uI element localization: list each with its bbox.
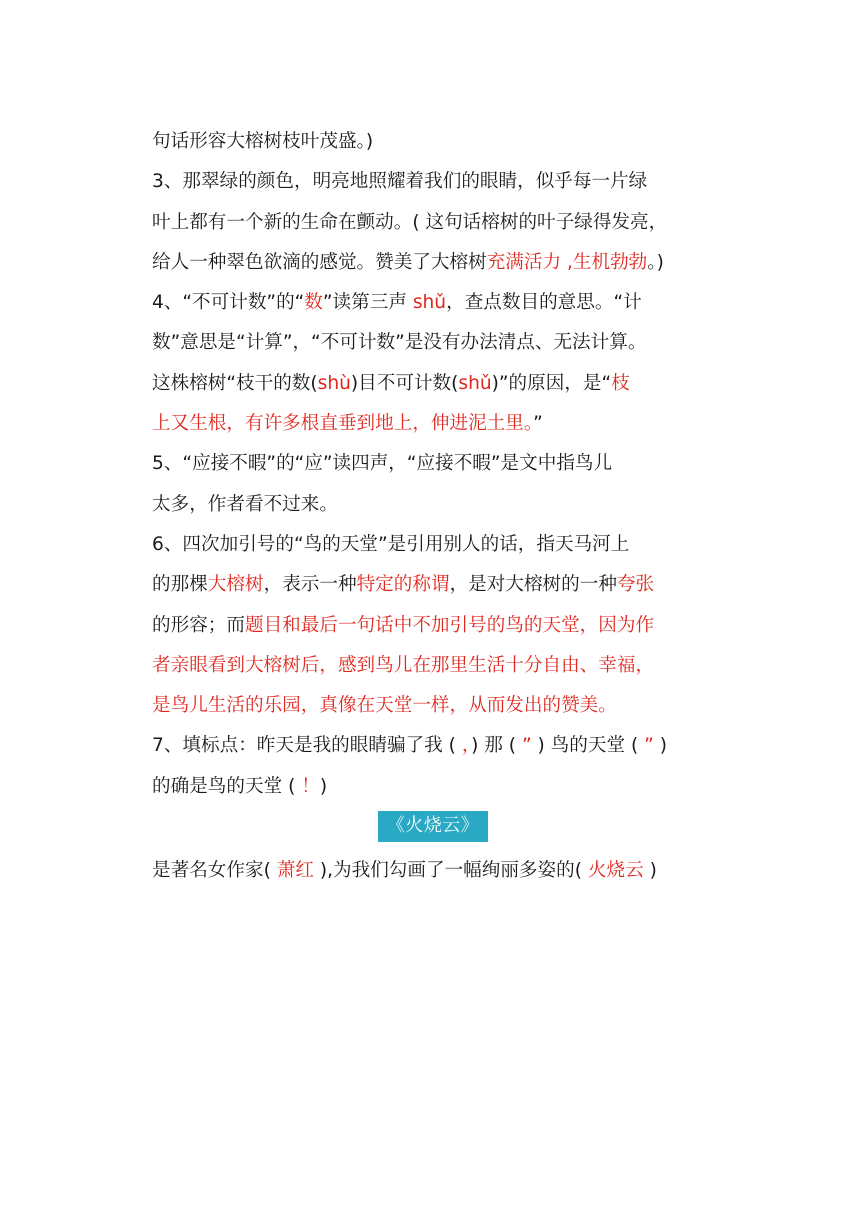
text-span: 叶上都有一个新的生命在颤动。( 这句话榕树的叶子绿得发亮， bbox=[152, 211, 668, 233]
text-span: 3、那翠绿的颜色，明亮地照耀着我们的眼睛，似乎每一片绿 bbox=[152, 171, 648, 193]
text-line-8 bbox=[152, 404, 692, 444]
pinyin-highlight: shù bbox=[317, 372, 351, 394]
text-line-3 bbox=[152, 203, 692, 243]
text-span: ” bbox=[533, 413, 543, 435]
text-span: 给人一种翠色欲滴的感觉。赞美了大榕树 bbox=[152, 251, 487, 273]
pinyin-highlight: shǔ bbox=[412, 292, 447, 314]
highlight-text: 夸张 bbox=[616, 574, 655, 596]
text-span: ) bbox=[649, 860, 657, 882]
text-span: 5、“应接不暇”的“应”读四声，“应接不暇”是文中指鸟儿 bbox=[152, 453, 613, 475]
section-title: 《火烧云》 bbox=[378, 811, 489, 842]
text-span: ，是对大榕树的一种 bbox=[449, 574, 617, 596]
highlight-text: 是鸟儿生活的乐园，真像在天堂一样，从而发出的赞美。 bbox=[152, 695, 617, 717]
text-span: 句话形容大榕树枝叶茂盛。) bbox=[152, 131, 374, 152]
highlight-text: 大榕树 bbox=[207, 574, 264, 596]
text-line-5 bbox=[152, 283, 692, 323]
highlight-text: 特定的称谓 bbox=[356, 574, 450, 596]
answer-punctuation: ， bbox=[455, 735, 472, 757]
highlight-text: 者亲眼看到大榕树后，感到鸟儿在那里生活十分自由、幸福， bbox=[152, 654, 655, 676]
text-span: 的那棵 bbox=[152, 574, 208, 596]
text-line-13 bbox=[152, 606, 692, 646]
text-line-4 bbox=[152, 243, 692, 283]
text-span: ) 鸟的天堂 ( bbox=[531, 735, 639, 757]
highlight-text: 题目和最后一句话中不加引号的鸟的天堂，因为作 bbox=[244, 614, 655, 636]
text-line-11 bbox=[152, 525, 692, 565]
text-span: ) bbox=[319, 775, 328, 797]
text-span: 。) bbox=[647, 251, 664, 273]
text-span: 4、“不可计数”的“ bbox=[152, 292, 305, 314]
text-span: ),为我们勾画了一幅绚丽多姿的( bbox=[319, 860, 582, 882]
highlight-text: 枝 bbox=[611, 372, 630, 394]
text-line-2 bbox=[152, 162, 692, 202]
text-span: ，查点数目的意思。“计 bbox=[446, 292, 642, 314]
text-line-7 bbox=[152, 364, 692, 404]
text-span: ) bbox=[653, 735, 667, 757]
text-line-14 bbox=[152, 646, 692, 686]
text-span: ，表示一种 bbox=[263, 574, 357, 596]
text-line-16 bbox=[152, 726, 692, 766]
text-line-15 bbox=[152, 686, 692, 726]
text-line-10 bbox=[152, 485, 692, 525]
text-span: 数”意思是“计算”，“不可计数”是没有办法清点、无法计算。 bbox=[152, 332, 647, 354]
text-span: 这株榕树“枝干的数( bbox=[152, 372, 318, 394]
text-span: 是著名女作家( bbox=[152, 860, 271, 882]
text-span: 的确是鸟的天堂 ( bbox=[152, 775, 296, 797]
text-line-last bbox=[152, 851, 692, 891]
text-span: 太多，作者看不过来。 bbox=[152, 493, 338, 515]
text-line-9 bbox=[152, 444, 692, 484]
text-span: ”读第三声 bbox=[322, 292, 413, 314]
text-line-12 bbox=[152, 565, 692, 605]
text-span: 7、填标点：昨天是我的眼睛骗了我 ( bbox=[152, 735, 456, 757]
text-line-6 bbox=[152, 323, 692, 363]
text-line-1 bbox=[152, 122, 692, 162]
text-line-17 bbox=[152, 767, 692, 807]
text-span: )”的原因，是“ bbox=[491, 372, 612, 394]
answer-text: 萧红 bbox=[270, 860, 320, 882]
text-span: 6、四次加引号的“鸟的天堂”是引用别人的话，指天马河上 bbox=[152, 533, 630, 555]
answer-punctuation: ” bbox=[516, 735, 532, 757]
answer-text: 火烧云 bbox=[581, 860, 650, 882]
section-title-row bbox=[152, 807, 692, 851]
pinyin-highlight: shǔ bbox=[458, 372, 492, 394]
document-body bbox=[152, 122, 692, 891]
answer-punctuation: ！ bbox=[295, 775, 320, 797]
text-span: 的形容；而 bbox=[152, 614, 245, 636]
highlight-text: 数 bbox=[304, 292, 323, 314]
text-span: ) 那 ( bbox=[471, 735, 517, 757]
highlight-text: 充满活力 ,生机勃勃 bbox=[486, 251, 648, 273]
answer-punctuation: ” bbox=[638, 735, 654, 757]
text-span: )目不可计数( bbox=[350, 372, 459, 394]
highlight-text: 上又生根，有许多根直垂到地上，伸进泥土里。 bbox=[152, 413, 534, 435]
